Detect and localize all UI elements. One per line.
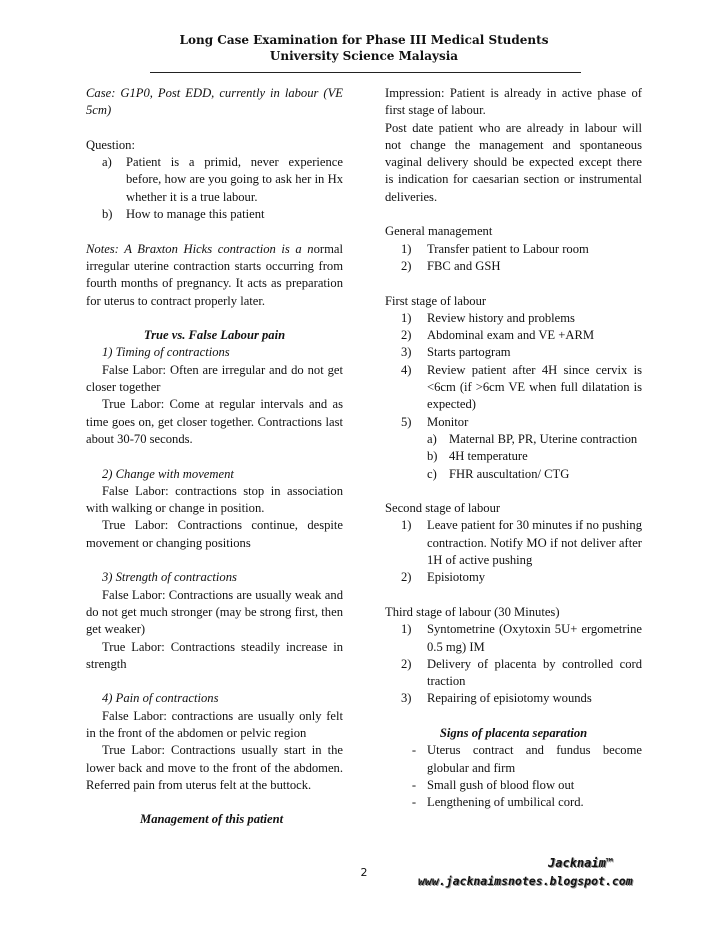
true-labor-text: True Labor: Come at regular intervals and as time goes on, get closer together. Contractions last about 30-70 seconds. — [86, 397, 343, 446]
list-text: 4H temperature — [449, 449, 528, 464]
list-text: Transfer patient to Labour room — [427, 241, 589, 256]
question-item — [86, 154, 343, 206]
third-stage-heading: Third stage of labour (30 Minutes) — [385, 604, 560, 619]
sub-list-item — [385, 431, 642, 448]
false-labor-text: False Labor: contractions are usually only felt in the front of the abdomen or pelvic region — [86, 708, 343, 740]
true-labor-text: True Labor: Contractions usually start in the lower back and move to the front of the abdomen. Referred pain from uterus felt at the buttock. — [86, 743, 343, 792]
list-text: Delivery of placenta by controlled cord traction — [427, 656, 642, 689]
list-marker: 3) — [401, 345, 412, 360]
list-marker: 1) — [401, 310, 412, 325]
list-marker: c) — [427, 466, 437, 481]
list-marker: 2) — [401, 328, 412, 343]
list-text: Syntometrine (Oxytoxin 5U+ ergometrine 0.5 mg) IM — [427, 622, 642, 654]
list-item — [385, 414, 642, 431]
list-item — [385, 344, 642, 361]
list-item — [385, 742, 642, 777]
list-item — [385, 327, 642, 344]
list-marker: a) — [102, 155, 112, 170]
subsection-heading: 4) Pain of contractions — [102, 691, 219, 706]
subsection-heading: 3) Strength of contractions — [102, 570, 237, 585]
list-text: FHR auscultation/ CTG — [449, 466, 570, 481]
list-text: Abdominal exam and VE +ARM — [427, 328, 595, 343]
list-text: Uterus contract and fundus become globular and firm — [427, 743, 642, 775]
list-text: Leave patient for 30 minutes if no pushing contraction. Notify MO if not deliver after 1H of active pushing — [427, 518, 642, 568]
list-item — [385, 310, 642, 327]
notes-rest: ormal irregular uterine contraction starts occurring from fourth months of pregnancy. It acts as preparation for uterus to contract properly later. — [86, 241, 343, 308]
list-item — [385, 621, 642, 656]
question-item — [86, 206, 343, 223]
subsection-heading: 2) Change with movement — [102, 466, 234, 481]
left-column — [86, 85, 343, 829]
sub-list-item — [385, 466, 642, 483]
section-title: True vs. False Labour pain — [143, 328, 286, 343]
question-heading: Question: — [86, 137, 135, 152]
list-marker: 4) — [401, 362, 412, 377]
list-text: FBC and GSH — [427, 258, 501, 273]
list-marker: 2) — [401, 258, 412, 273]
notes-italic: Notes: A Braxton Hicks contraction is a n — [86, 241, 314, 256]
general-management-heading: General management — [385, 224, 493, 239]
right-column — [385, 85, 642, 811]
subsection-heading: 1) Timing of contractions — [102, 345, 230, 360]
management-title: Management of this patient — [140, 812, 284, 827]
university-name: University Science Malaysia — [269, 49, 459, 63]
notes-paragraph — [86, 241, 343, 310]
list-text: Monitor — [427, 414, 469, 429]
list-item — [385, 656, 642, 691]
list-item — [385, 241, 642, 258]
list-text: Lengthening of umbilical cord. — [427, 795, 584, 810]
list-item — [385, 362, 642, 414]
list-marker: 1) — [401, 241, 412, 256]
impression-text: Impression: Patient is already in active phase of first stage of labour. — [385, 86, 642, 118]
list-item — [385, 569, 642, 586]
list-marker: 1) — [401, 518, 412, 533]
list-marker: - — [411, 777, 417, 792]
false-labor-text: False Labor: Contractions are usually weak and do not get much stronger (may be strong first, then get weaker) — [86, 587, 343, 637]
list-item — [385, 794, 642, 811]
list-text: Repairing of episiotomy wounds — [427, 691, 592, 706]
list-text: Episiotomy — [427, 570, 486, 585]
list-item — [385, 517, 642, 569]
header-rule — [150, 72, 581, 73]
false-labor-text: False Labor: Often are irregular and do not get closer together — [86, 362, 343, 395]
question-text: How to manage this patient — [126, 207, 265, 222]
list-item — [385, 258, 642, 275]
list-marker: - — [411, 795, 417, 810]
list-marker: b) — [427, 449, 438, 464]
blog-url: www.jacknaimsnotes.blogspot.com — [418, 874, 633, 888]
page-number: 2 — [360, 866, 368, 879]
case-line: Case: G1P0, Post EDD, currently in labour (VE 5cm) — [86, 86, 343, 118]
true-labor-text: True Labor: Contractions steadily increase in strength — [86, 639, 343, 671]
list-marker: 3) — [401, 691, 412, 706]
true-labor-text: True Labor: Contractions continue, despite movement or changing positions — [86, 518, 343, 550]
list-marker: b) — [102, 207, 113, 222]
document-title: Long Case Examination for Phase III Medical Students — [179, 33, 549, 47]
question-text: Patient is a primid, never experience before, how are you going to ask her in Hx whether it is a true labour. — [126, 155, 343, 204]
list-text: Starts partogram — [427, 345, 511, 360]
sub-list-item — [385, 448, 642, 465]
impression-text-2: Post date patient who are already in labour will not change the management and spontaneous vaginal delivery should be expected except there is indication for caesarian section or instrumental deliveries. — [385, 120, 642, 204]
signs-title: Signs of placenta separation — [439, 725, 588, 740]
brand-name: Jacknaim™ — [548, 856, 614, 870]
list-marker: - — [411, 743, 417, 758]
list-text: Review patient after 4H since cervix is <6cm (if >6cm VE when full dilatation is expected) — [427, 362, 642, 412]
list-marker: 1) — [401, 622, 412, 637]
second-stage-heading: Second stage of labour — [385, 501, 501, 516]
false-labor-text: False Labor: contractions stop in association with walking or change in position. — [86, 483, 343, 516]
list-marker: 2) — [401, 570, 412, 585]
list-marker: 2) — [401, 656, 412, 671]
first-stage-heading: First stage of labour — [385, 293, 487, 308]
list-text: Review history and problems — [427, 310, 575, 325]
list-item — [385, 690, 642, 707]
list-text: Maternal BP, PR, Uterine contraction — [449, 431, 638, 446]
list-marker: a) — [427, 431, 437, 446]
list-item — [385, 777, 642, 794]
list-marker: 5) — [401, 414, 412, 429]
list-text: Small gush of blood flow out — [427, 777, 575, 792]
